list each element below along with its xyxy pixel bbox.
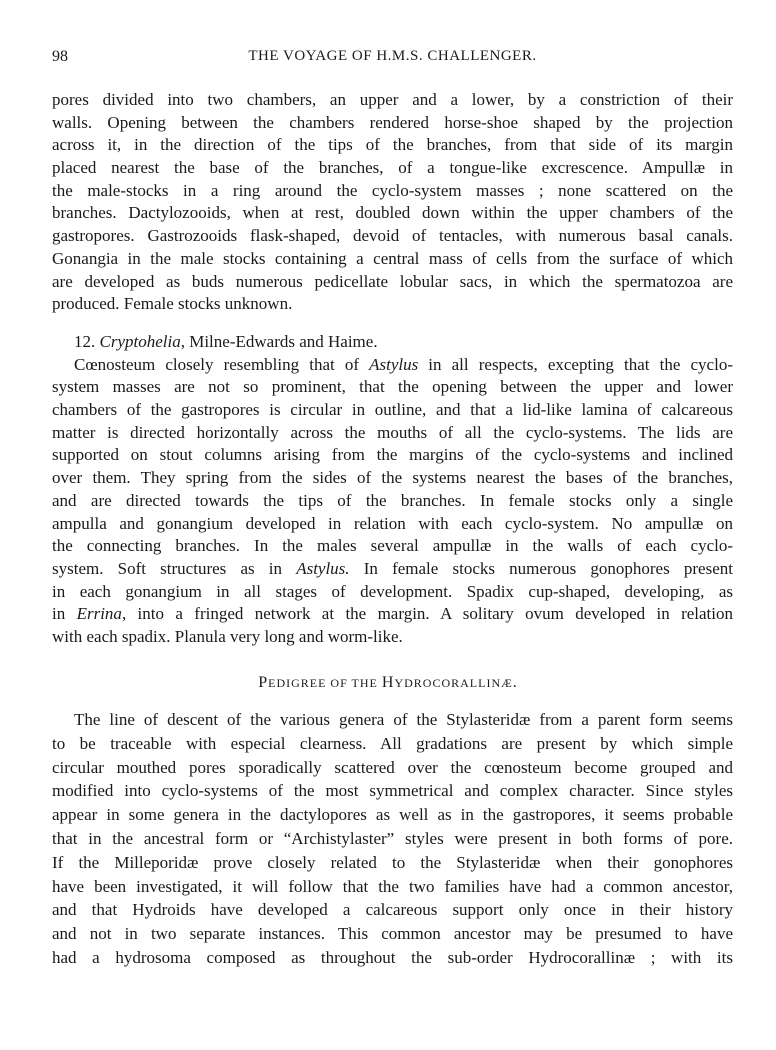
text-run: the male-stocks in a ring around the cyclo-system masses ; none scattered on the xyxy=(52,180,733,200)
text-run: system. Soft structures as in xyxy=(52,558,297,578)
text-run: chambers of the gastropores is circular in outline, and that a lid-like lamina of calcareous xyxy=(52,400,733,420)
text-line xyxy=(52,581,733,604)
heading-text: YDROCORALLINÆ xyxy=(394,676,513,690)
text-run: with each spadix. Planula very long and worm-like. xyxy=(52,626,403,646)
text-run: gastropores. Gastrozooids flask-shaped, devoid of tentacles, with numerous basal canals. xyxy=(52,226,733,246)
heading-text: P xyxy=(258,674,269,691)
text-run: to be traceable with especial clearness. All gradations are present by which simple xyxy=(52,733,733,753)
paragraph-continued xyxy=(52,89,733,316)
text-run: 12. xyxy=(74,332,100,351)
text-run: placed nearest the base of the branches, of a tongue-like excrescence. Ampullæ in xyxy=(52,158,733,178)
heading-text: EDIGREE OF THE xyxy=(268,676,382,690)
text-line xyxy=(52,490,733,513)
text-run: had a hydrosoma composed as throughout the sub-order Hydrocorallinæ ; with its xyxy=(52,947,733,967)
text-run: and that Hydroids have developed a calcareous support only once in their history xyxy=(52,900,733,920)
text-run: in each gonangium in all stages of development. Spadix cup-shaped, developing, as xyxy=(52,581,733,601)
text-line xyxy=(52,535,733,558)
text-line xyxy=(52,732,733,756)
text-run: in all respects, excepting that the cyclo- xyxy=(418,354,733,374)
text-run: The line of descent of the various genera of the Stylasteridæ from a parent form seems xyxy=(74,710,733,729)
running-title: THE VOYAGE OF H.M.S. CHALLENGER. xyxy=(248,48,537,64)
text-line xyxy=(52,399,733,422)
text-line xyxy=(52,112,733,135)
text-run: and are directed towards the tips of the branches. In female stocks only a single xyxy=(52,490,733,510)
text-line xyxy=(52,558,733,581)
text-run: across it, in the direction of the tips of the branches, from that side of its margin xyxy=(52,135,733,155)
text-run: have been investigated, it will follow that the two families have had a common ancestor, xyxy=(52,876,733,896)
text-run: , Milne-Edwards and Haime. xyxy=(180,332,378,351)
text-line xyxy=(52,248,733,271)
text-line xyxy=(52,875,733,899)
text-run: system masses are not so prominent, that the opening between the upper and lower xyxy=(52,377,733,397)
text-run: pores divided into two chambers, an upper and a lower, by a constriction of their xyxy=(52,90,733,109)
heading-text: H xyxy=(381,674,395,691)
text-run: Cœnosteum closely resembling that of xyxy=(74,354,370,374)
page-number: 98 xyxy=(52,48,68,65)
text-line xyxy=(52,851,733,875)
text-line xyxy=(52,779,733,803)
text-run: modified into cyclo-systems of the most symmetrical and complex character. Since styles xyxy=(52,781,733,801)
text-line xyxy=(52,946,733,970)
text-run: supported on stout columns arising from the margins of the cyclo-systems and inclined xyxy=(52,445,733,465)
text-run: produced. Female stocks unknown. xyxy=(52,294,293,314)
text-line xyxy=(52,708,733,732)
text-run: that in the ancestral form or “Archistylaster” styles were present in both forms of pore. xyxy=(52,828,733,848)
text-run: the connecting branches. In the males several ampullæ in the walls of each cyclo- xyxy=(52,536,733,556)
text-line xyxy=(52,467,733,490)
text-run: matter is directed horizontally across the mouths of all the cyclo-systems. The lids are xyxy=(52,422,733,442)
text-run: In female stocks numerous gonophores present xyxy=(349,558,733,578)
text-run: circular mouthed pores sporadically scattered over the cœnosteum become grouped and xyxy=(52,757,733,777)
text-line xyxy=(52,293,733,316)
text-line xyxy=(52,603,733,626)
text-line xyxy=(52,134,733,157)
text-run: Gonangia in the male stocks containing a central mass of cells from the surface of which xyxy=(52,248,733,268)
text-run: are developed as buds numerous pedicellate lobular sacs, in which the spermatozoa are xyxy=(52,271,733,291)
text-line xyxy=(52,89,733,112)
text-line xyxy=(52,444,733,467)
text-line xyxy=(52,202,733,225)
pedigree-paragraph xyxy=(52,708,733,970)
text-line xyxy=(52,756,733,780)
text-line xyxy=(52,157,733,180)
text-run: branches. Dactylozooids, when at rest, doubled down within the upper chambers of the xyxy=(52,203,733,223)
running-header xyxy=(52,48,733,70)
text-line xyxy=(52,376,733,399)
text-run: appear in some genera in the dactylopores as well as in the gastropores, it seems probable xyxy=(52,805,733,825)
text-run: , into a fringed network at the margin. A solitary ovum developed in relation xyxy=(121,604,733,624)
section-heading xyxy=(0,674,776,692)
text-run: in xyxy=(52,604,77,624)
text-line xyxy=(52,422,733,445)
text-run: ampulla and gonangium developed in relation with each cyclo-system. No ampullæ on xyxy=(52,513,733,533)
text-line xyxy=(52,922,733,946)
heading-text: . xyxy=(512,674,518,691)
text-line xyxy=(52,271,733,294)
italic-genus-name: Errina xyxy=(76,604,122,624)
text-line xyxy=(52,180,733,203)
italic-genus-name: Astylus. xyxy=(296,558,350,578)
text-line xyxy=(52,827,733,851)
text-line xyxy=(52,803,733,827)
text-run: over them. They spring from the sides of the systems nearest the bases of the branches, xyxy=(52,468,733,488)
text-line xyxy=(52,626,733,649)
text-run: walls. Opening between the chambers rendered horse-shoe shaped by the projection xyxy=(52,112,733,132)
genus-cryptohelia-description xyxy=(52,331,733,649)
text-line xyxy=(52,331,733,354)
text-run: and not in two separate instances. This common ancestor may be presumed to have xyxy=(52,924,733,944)
italic-genus-name: Cryptohelia xyxy=(99,332,181,351)
text-run: If the Milleporidæ prove closely related to the Stylasteridæ when their gonophores xyxy=(52,852,733,872)
text-line xyxy=(52,354,733,377)
text-line xyxy=(52,513,733,536)
text-line xyxy=(52,225,733,248)
italic-genus-name: Astylus xyxy=(369,354,419,374)
text-line xyxy=(52,898,733,922)
